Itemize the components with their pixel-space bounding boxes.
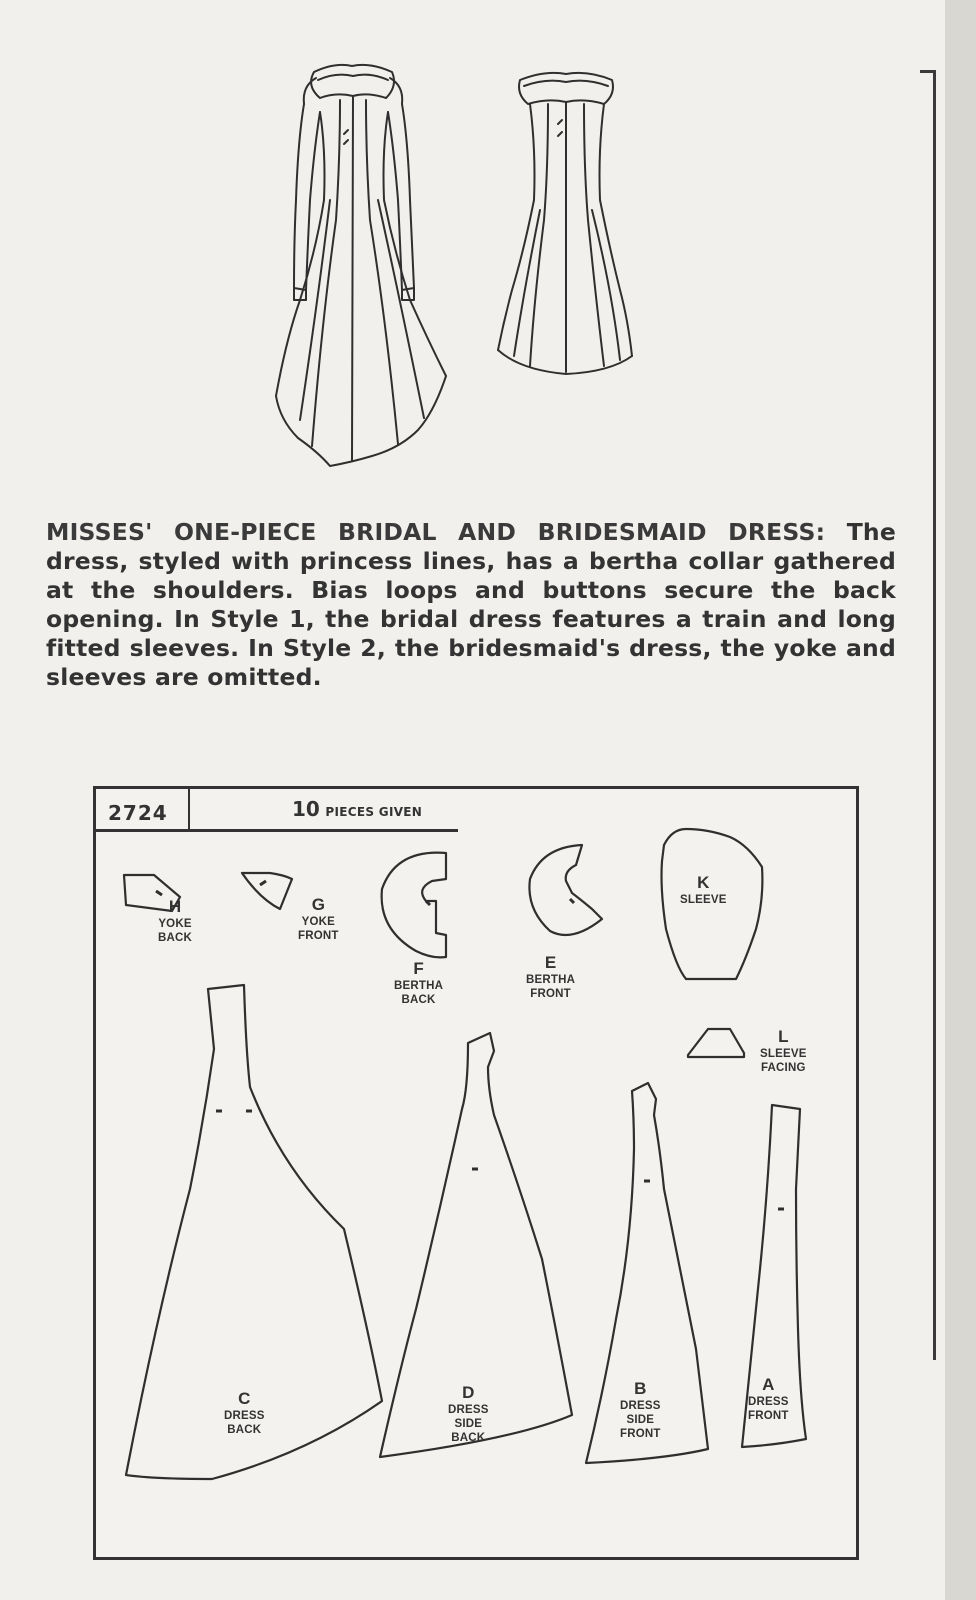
piece-f-outline xyxy=(382,853,446,958)
dress-illustrations xyxy=(0,0,976,520)
piece-g-outline xyxy=(242,873,292,909)
piece-g-label: G YOKE FRONT xyxy=(298,895,339,942)
pattern-description xyxy=(46,518,896,692)
notch-marks xyxy=(156,881,784,1209)
pieces-count-label: PIECES GIVEN xyxy=(325,805,423,819)
bridesmaid-dress-drawing xyxy=(498,73,632,374)
pattern-number: 2724 xyxy=(108,801,168,825)
piece-l-outline xyxy=(688,1029,744,1057)
pattern-pieces-chart xyxy=(93,786,859,1560)
pieces-count-number: 10 xyxy=(292,797,320,821)
piece-c-label: C DRESS BACK xyxy=(224,1389,265,1436)
piece-e-label: E BERTHA FRONT xyxy=(526,953,576,1000)
piece-a-label: A DRESS FRONT xyxy=(748,1375,789,1422)
piece-f-label: F BERTHA BACK xyxy=(394,959,444,1006)
description-title: MISSES' ONE-PIECE BRIDAL AND BRIDESMAID DRESS: xyxy=(46,518,826,546)
piece-b-label: B DRESS SIDE FRONT xyxy=(620,1379,661,1440)
piece-k-label: K SLEEVE xyxy=(680,873,727,906)
bridal-dress-drawing xyxy=(276,65,446,466)
description-body: The dress, styled with princess lines, has a bertha collar gathered at the shoulders. Bias loops and buttons secure the back opening. In Style 1, the bridal dress features a train and long fitted sleeves. In Style 2, the bridesmaid's dress, the yoke and sleeves are omitted. xyxy=(46,518,896,691)
piece-h-label: H YOKE BACK xyxy=(158,897,193,944)
piece-l-label: L SLEEVE FACING xyxy=(760,1027,807,1074)
piece-d-label: D DRESS SIDE BACK xyxy=(448,1383,489,1444)
piece-e-outline xyxy=(529,845,602,935)
